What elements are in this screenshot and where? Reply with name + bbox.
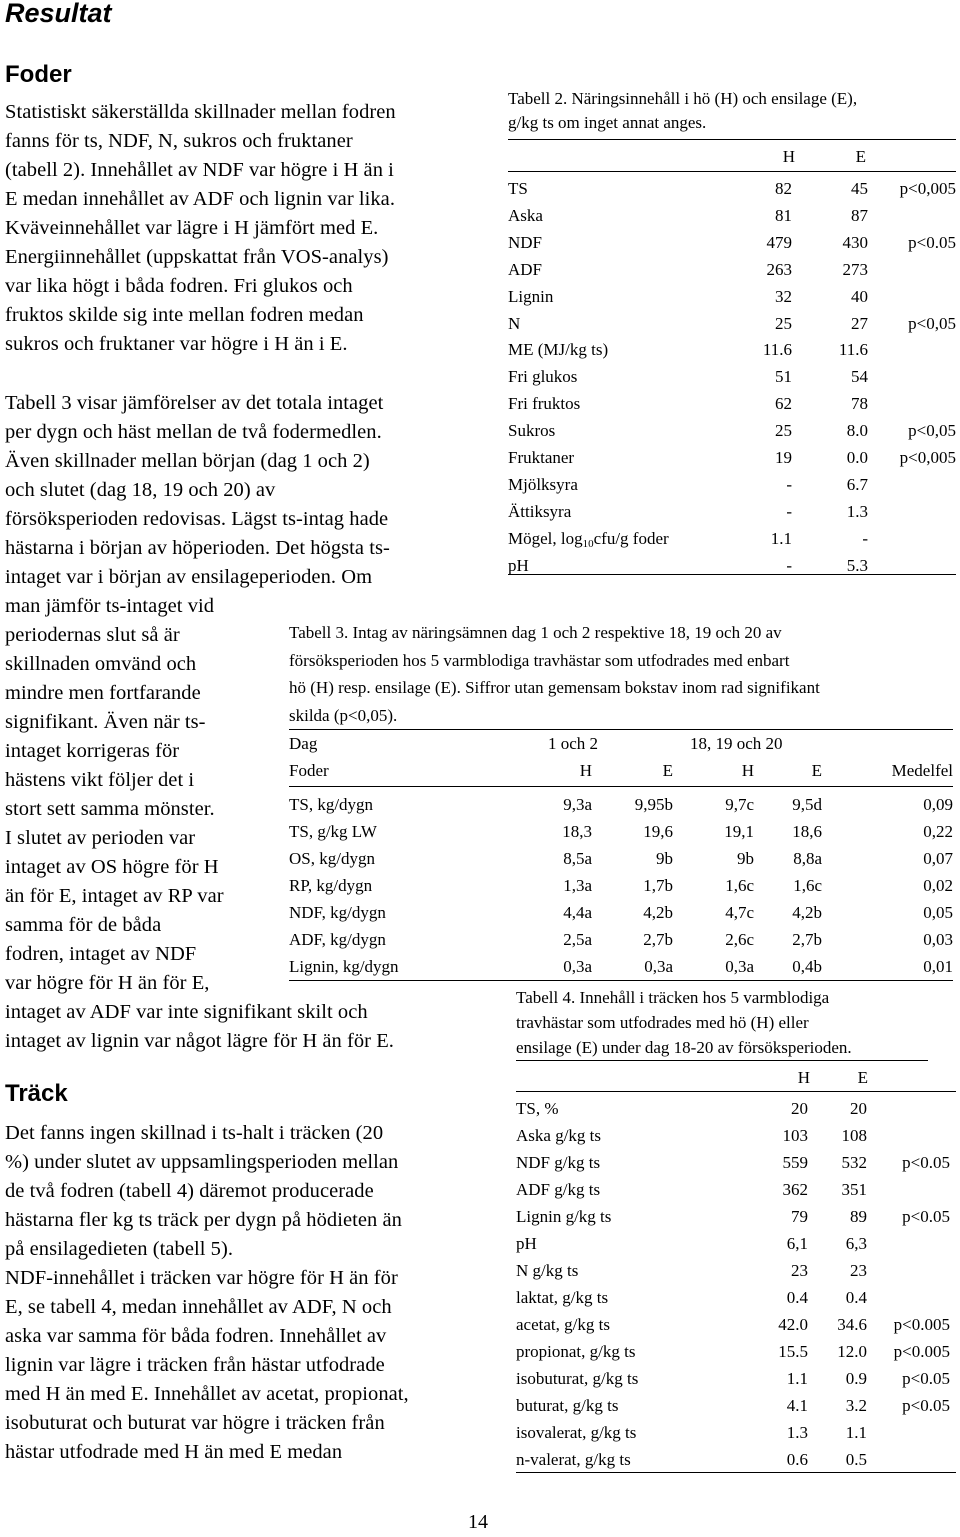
body-line: %) under slutet av uppsamlingsperioden mellan [5, 1151, 399, 1173]
table-cell: 9b [656, 849, 673, 868]
cell-p: p<0.05 [902, 1207, 950, 1226]
row-label: TS, kg/dygn [289, 795, 374, 814]
body-line: (tabell 2). Innehållet av NDF var högre i H än i [5, 159, 394, 181]
cell-h: 6,1 [786, 1234, 808, 1253]
header-group-2: 18, 19 och 20 [690, 734, 783, 753]
table-caption-line: ensilage (E) under dag 18-20 av försöksperioden. [516, 1038, 852, 1057]
cell-e: 273 [842, 260, 868, 279]
body-line: sukros och fruktaner var högre i H än i E. [5, 333, 348, 355]
cell-h: 23 [791, 1261, 808, 1280]
table-cell: 0,03 [923, 930, 953, 949]
row-label: Lignin, kg/dygn [289, 957, 399, 976]
body-line: intaget av ADF var inte signifikant skilt och [5, 1001, 368, 1023]
body-line: intaget korrigeras för [5, 740, 180, 762]
row-label [508, 528, 669, 550]
column-header: H [782, 147, 795, 166]
row-label: TS [508, 179, 528, 198]
row-label: ADF [508, 260, 543, 279]
row-label-text: Mögel, log [508, 529, 583, 548]
body-line: Statistiskt säkerställda skillnader mellan fodren [5, 101, 396, 123]
table-cell: 18,6 [792, 822, 822, 841]
cell-h: 51 [775, 367, 792, 386]
table-cell: 2,7b [792, 930, 822, 949]
body-line: Kväveinnehållet var lägre i H jämfört med E. [5, 217, 379, 239]
table-cell: 0,02 [923, 876, 953, 895]
row-label: Ättiksyra [508, 502, 572, 521]
header-group-1: 1 och 2 [548, 734, 599, 753]
cell-p: p<0,05 [908, 421, 956, 440]
body-line: än för E, intaget av RP var [5, 885, 224, 907]
body-line: hästar utfodrade med H än med E medan [5, 1441, 343, 1463]
row-label: laktat, g/kg ts [516, 1288, 609, 1307]
cell-h: 11.6 [762, 340, 792, 359]
row-label: isovalerat, g/kg ts [516, 1423, 637, 1442]
table-cell: 9,95b [634, 795, 673, 814]
cell-h: 25 [775, 314, 792, 333]
column-header: H [579, 761, 592, 780]
foder-heading: Foder [5, 61, 72, 88]
cell-h: 81 [775, 206, 792, 225]
row-label: Aska [508, 206, 543, 225]
column-header: H [797, 1068, 810, 1087]
cell-h: 15.5 [778, 1342, 808, 1361]
cell-e: 12.0 [837, 1342, 867, 1361]
cell-h: 19 [775, 448, 792, 467]
table-caption-line: g/kg ts om inget annat anges. [508, 113, 707, 132]
cell-h: - [786, 475, 792, 494]
body-line: samma för de båda [5, 914, 162, 936]
body-line: på ensilagedieten (tabell 5). [5, 1238, 233, 1260]
column-header: Medelfel [891, 761, 953, 780]
table-cell: 9,3a [563, 795, 592, 814]
row-label-subscript: 10 [582, 538, 594, 550]
table-cell: 1,7b [643, 876, 673, 895]
row-label: TS, g/kg LW [289, 822, 377, 841]
body-line: man jämför ts-intaget vid [5, 595, 215, 617]
cell-h: - [786, 556, 792, 575]
row-label: pH [508, 556, 529, 575]
table-rule [289, 786, 953, 787]
cell-e: 8.0 [846, 421, 868, 440]
cell-h: 82 [775, 179, 792, 198]
cell-h: 1.1 [770, 529, 792, 548]
table-cell: 0,07 [923, 849, 953, 868]
table-cell: 0,4b [792, 957, 822, 976]
cell-e: 27 [851, 314, 868, 333]
body-line: var högre för H än för E, [5, 972, 210, 994]
cell-e: 5.3 [846, 556, 868, 575]
row-label: NDF [508, 233, 543, 252]
cell-e: 40 [851, 287, 868, 306]
body-line: var lika högt i båda fodren. Fri glukos och [5, 275, 353, 297]
table-cell: 19,1 [724, 822, 754, 841]
cell-e: 1.1 [845, 1423, 867, 1442]
table-cell: 4,7c [725, 903, 754, 922]
cell-h: - [786, 502, 792, 521]
body-line: skillnaden omvänd och [5, 653, 197, 675]
table-rule [289, 980, 953, 981]
table-cell: 8,8a [793, 849, 822, 868]
body-line: signifikant. Även när ts- [5, 711, 206, 733]
table-rule [516, 1060, 928, 1061]
cell-h: 0.4 [786, 1288, 808, 1307]
cell-e: 6.7 [846, 475, 868, 494]
body-line: E medan innehållet av ADF och lignin var lika. [5, 188, 395, 210]
body-line: periodernas slut så är [5, 624, 180, 646]
body-line: fanns för ts, NDF, N, sukros och fruktaner [5, 130, 353, 152]
body-line: Tabell 3 visar jämförelser av det totala intaget [5, 392, 384, 414]
row-label: buturat, g/kg ts [516, 1396, 619, 1415]
cell-h: 0.6 [786, 1450, 808, 1469]
cell-e: 1.3 [846, 502, 868, 521]
row-label: Fruktaner [508, 448, 575, 467]
table-rule [516, 1472, 956, 1473]
table-cell: 1,6c [793, 876, 822, 895]
row-label: propionat, g/kg ts [516, 1342, 636, 1361]
body-line: lignin var lägre i träcken från hästar utfodrade [5, 1354, 385, 1376]
table-caption-line: travhästar som utfodrades med hö (H) eller [516, 1013, 809, 1032]
cell-p: p<0.05 [908, 233, 956, 252]
table-cell: 2,6c [725, 930, 754, 949]
table-cell: 2,5a [563, 930, 592, 949]
table-cell: 4,2b [643, 903, 673, 922]
cell-e: 23 [850, 1261, 867, 1280]
cell-p: p<0.005 [893, 1342, 950, 1361]
table-cell: 0,01 [923, 957, 953, 976]
cell-p: p<0,05 [908, 314, 956, 333]
table-cell: 0,3a [725, 957, 754, 976]
table-caption-line: Tabell 2. Näringsinnehåll i hö (H) och ensilage (E), [508, 89, 858, 108]
body-line: Även skillnader mellan början (dag 1 och 2) [5, 450, 370, 472]
track-heading: Träck [5, 1080, 68, 1107]
row-label: Fri fruktos [508, 394, 581, 413]
table-cell: 1,6c [725, 876, 754, 895]
body-line: Energiinnehållet (uppskattat från VOS-analys) [5, 246, 389, 268]
body-line: och slutet (dag 18, 19 och 20) av [5, 479, 276, 501]
column-header: E [855, 147, 866, 166]
body-line: aska var samma för båda fodren. Innehållet av [5, 1325, 387, 1347]
row-label: N g/kg ts [516, 1261, 579, 1280]
table-cell: 0,09 [923, 795, 953, 814]
column-header: E [811, 761, 822, 780]
cell-e: 6,3 [845, 1234, 867, 1253]
body-line: med H än med E. Innehållet av acetat, propionat, [5, 1383, 409, 1405]
cell-h: 62 [775, 394, 792, 413]
body-line: mindre men fortfarande [5, 682, 201, 704]
body-line: per dygn och häst mellan de två fodermedlen. [5, 421, 382, 443]
section-title: Resultat [5, 0, 112, 28]
cell-p: p<0.05 [902, 1369, 950, 1388]
body-line: isobuturat och buturat var högre i träcken från [5, 1412, 385, 1434]
table-cell: 0,05 [923, 903, 953, 922]
table-caption-line: skilda (p<0,05). [289, 705, 398, 725]
track-paragraph [5, 1119, 409, 1467]
cell-p: p<0.05 [902, 1153, 950, 1172]
row-label: n-valerat, g/kg ts [516, 1450, 631, 1469]
table-cell: 0,22 [923, 822, 953, 841]
body-line: intaget av OS högre för H [5, 856, 219, 878]
table-rule [508, 139, 956, 140]
cell-p: p<0.005 [893, 1315, 950, 1334]
cell-h: 42.0 [778, 1315, 808, 1334]
cell-e: 0.4 [845, 1288, 867, 1307]
cell-e: 0.9 [845, 1369, 867, 1388]
row-label-suffix: cfu/g foder [593, 529, 669, 548]
cell-e: 351 [841, 1180, 867, 1199]
cell-e: 78 [851, 394, 868, 413]
table-rule [508, 171, 956, 172]
cell-e: 34.6 [837, 1315, 867, 1334]
table-rule [508, 574, 956, 575]
cell-e: 54 [851, 367, 868, 386]
column-header: E [857, 1068, 868, 1087]
foder-paragraph-1 [5, 98, 396, 359]
table-cell: 18,3 [562, 822, 592, 841]
cell-h: 1.3 [786, 1423, 808, 1442]
row-label: Aska g/kg ts [516, 1126, 601, 1145]
header-dag: Dag [289, 734, 318, 753]
row-label: ADF, kg/dygn [289, 930, 386, 949]
cell-h: 20 [791, 1099, 808, 1118]
cell-p: p<0,005 [899, 448, 956, 467]
cell-e: 3.2 [845, 1396, 867, 1415]
table-caption-line: hö (H) resp. ensilage (E). Siffror utan gemensam bokstav inom rad signifikant [289, 678, 820, 697]
cell-h: 479 [766, 233, 792, 252]
body-line: hästarna i början av höperioden. Det högsta ts- [5, 537, 390, 559]
row-label: TS, % [516, 1099, 559, 1118]
body-line: hästens vikt följer det i [5, 769, 195, 791]
cell-p: p<0,005 [899, 179, 956, 198]
table-rule [289, 729, 953, 730]
table-cell: 0,3a [644, 957, 673, 976]
cell-e: 430 [842, 233, 868, 252]
page-number: 14 [468, 1511, 488, 1533]
cell-h: 25 [775, 421, 792, 440]
body-line: stort sett samma mönster. [5, 798, 215, 820]
cell-h: 559 [782, 1153, 808, 1172]
cell-h: 362 [782, 1180, 808, 1199]
table-cell: 19,6 [643, 822, 673, 841]
row-label: Lignin [508, 287, 554, 306]
cell-e: 89 [850, 1207, 867, 1226]
cell-e: 532 [841, 1153, 867, 1172]
table-cell: 9b [737, 849, 754, 868]
cell-h: 1.1 [786, 1369, 808, 1388]
body-line: fruktos skilde sig inte mellan fodren medan [5, 304, 364, 326]
body-line: NDF-innehållet i träcken var högre för H än för [5, 1267, 398, 1289]
table-rule [516, 1091, 956, 1092]
cell-e: 0.0 [846, 448, 868, 467]
body-line: fodren, intaget av NDF [5, 943, 197, 965]
cell-e: 11.6 [838, 340, 868, 359]
column-header: Foder [289, 761, 329, 780]
cell-e: 108 [841, 1126, 867, 1145]
table-caption-line: försöksperioden hos 5 varmblodiga travhästar som utfodrades med enbart [289, 650, 790, 670]
cell-e: - [862, 529, 868, 548]
body-line: de två fodren (tabell 4) däremot producerade [5, 1180, 374, 1202]
table-cell: 9,5d [792, 795, 822, 814]
row-label: Lignin g/kg ts [516, 1207, 612, 1226]
row-label: N [508, 314, 521, 333]
table-cell: 4,2b [792, 903, 822, 922]
row-label: NDF, kg/dygn [289, 903, 386, 922]
cell-h: 263 [766, 260, 792, 279]
row-label: acetat, g/kg ts [516, 1315, 610, 1334]
cell-e: 45 [851, 179, 868, 198]
table-cell: 0,3a [563, 957, 592, 976]
cell-h: 79 [791, 1207, 808, 1226]
table-cell: 8,5a [563, 849, 592, 868]
body-line: hästarna fler kg ts träck per dygn på hödieten än [5, 1209, 402, 1231]
body-line: Det fanns ingen skillnad i ts-halt i träcken (20 [5, 1122, 384, 1144]
row-label: NDF g/kg ts [516, 1153, 601, 1172]
row-label: Fri glukos [508, 367, 578, 386]
table-cell: 1,3a [563, 876, 592, 895]
body-line: E, se tabell 4, medan innehållet av ADF, N och [5, 1296, 392, 1318]
table-cell: 9,7c [725, 795, 754, 814]
row-label: pH [516, 1234, 537, 1253]
cell-h: 4.1 [786, 1396, 808, 1415]
column-header: H [741, 761, 754, 780]
body-line: intaget av lignin var något lägre för H än för E. [5, 1030, 394, 1052]
row-label: ME (MJ/kg ts) [508, 340, 609, 359]
cell-h: 103 [782, 1126, 808, 1145]
row-label: RP, kg/dygn [289, 876, 373, 895]
column-header: E [662, 761, 673, 780]
cell-h: 32 [775, 287, 792, 306]
cell-e: 0.5 [845, 1450, 867, 1469]
row-label: OS, kg/dygn [289, 849, 375, 868]
table-cell: 4,4a [563, 903, 592, 922]
table-cell: 2,7b [643, 930, 673, 949]
row-label: Mjölksyra [508, 475, 578, 494]
body-line: I slutet av perioden var [5, 827, 196, 849]
body-line: intaget var i början av ensilageperioden. Om [5, 566, 373, 588]
table-caption-line: Tabell 4. Innehåll i träcken hos 5 varmblodiga [516, 988, 830, 1007]
table-caption-line: Tabell 3. Intag av näringsämnen dag 1 och 2 respektive 18, 19 och 20 av [289, 623, 782, 642]
row-label: Sukros [508, 421, 556, 440]
cell-p: p<0.05 [902, 1396, 950, 1415]
body-line: försöksperioden redovisas. Lägst ts-intag hade [5, 508, 389, 530]
cell-e: 20 [850, 1099, 867, 1118]
row-label: ADF g/kg ts [516, 1180, 601, 1199]
cell-e: 87 [851, 206, 868, 225]
row-label: isobuturat, g/kg ts [516, 1369, 639, 1388]
